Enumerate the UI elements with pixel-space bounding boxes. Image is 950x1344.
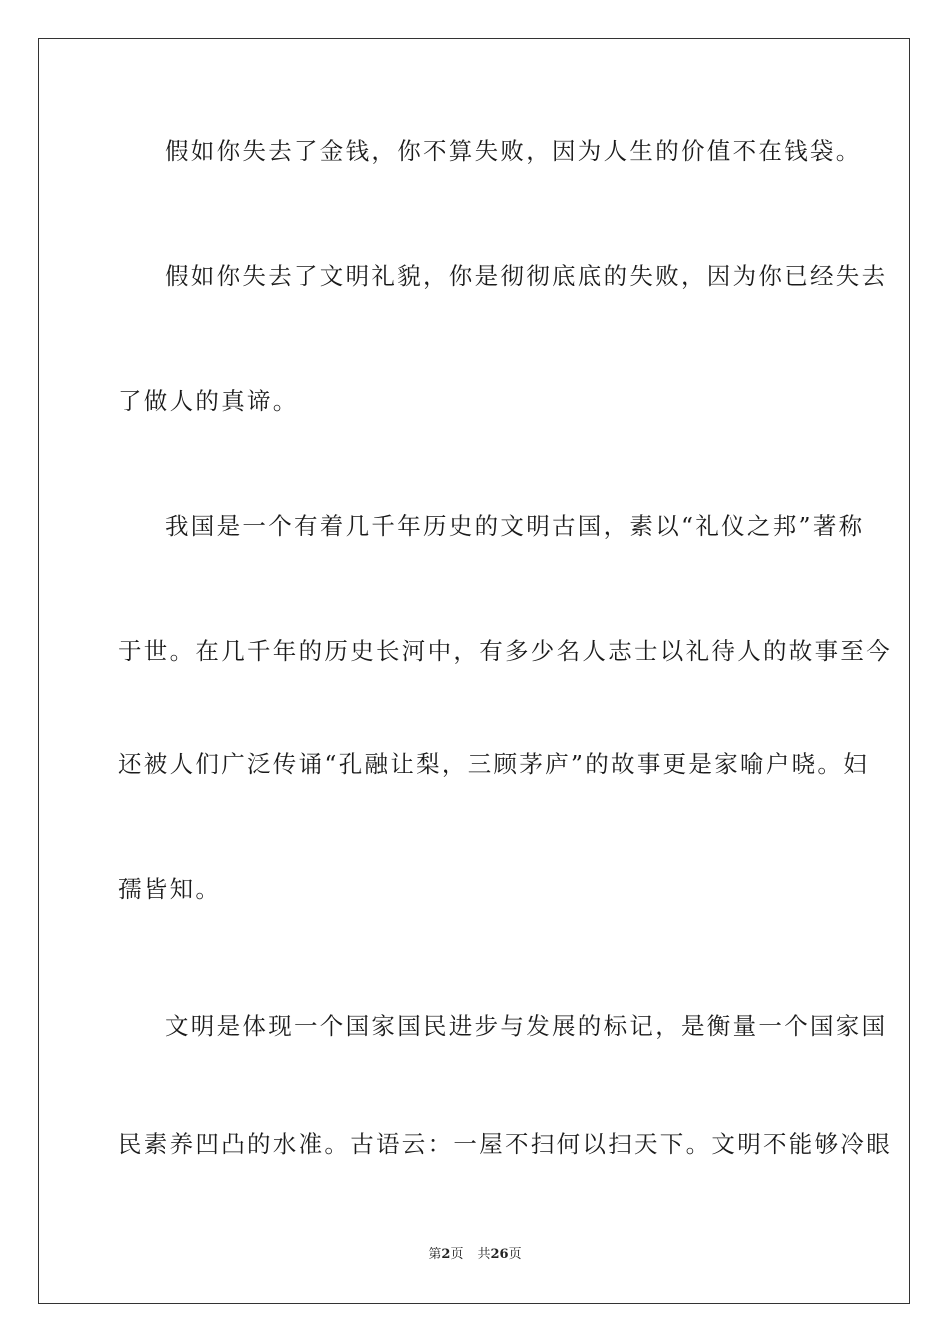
- page-border: [38, 38, 910, 1304]
- paragraph-line: 于世。在几千年的历史长河中，有多少名人志士以礼待人的故事至今: [118, 637, 892, 665]
- paragraph-line: 假如你失去了文明礼貌，你是彻彻底底的失败，因为你已经失去: [165, 262, 888, 290]
- page-number: 2: [441, 1247, 451, 1262]
- page-suffix: 页: [450, 1247, 464, 1262]
- paragraph-line: 我国是一个有着几千年历史的文明古国，素以“礼仪之邦”著称: [165, 512, 865, 540]
- total-prefix: 共: [477, 1247, 491, 1262]
- paragraph-line: 假如你失去了金钱，你不算失败，因为人生的价值不在钱袋。: [165, 137, 862, 165]
- paragraph-line: 了做人的真谛。: [118, 387, 299, 415]
- total-pages: 26: [490, 1247, 509, 1262]
- page-footer: [0, 1247, 950, 1263]
- paragraph-line: 孺皆知。: [118, 875, 222, 903]
- paragraph-line: 文明是体现一个国家国民进步与发展的标记，是衡量一个国家国: [165, 1012, 888, 1040]
- paragraph-line: 民素养凹凸的水准。古语云：一屋不扫何以扫天下。文明不能够冷眼: [118, 1130, 892, 1158]
- paragraph-line: 还被人们广泛传诵“孔融让梨，三顾茅庐”的故事更是家喻户晓。妇: [118, 750, 870, 778]
- total-suffix: 页: [508, 1247, 522, 1262]
- page-prefix: 第: [428, 1247, 442, 1262]
